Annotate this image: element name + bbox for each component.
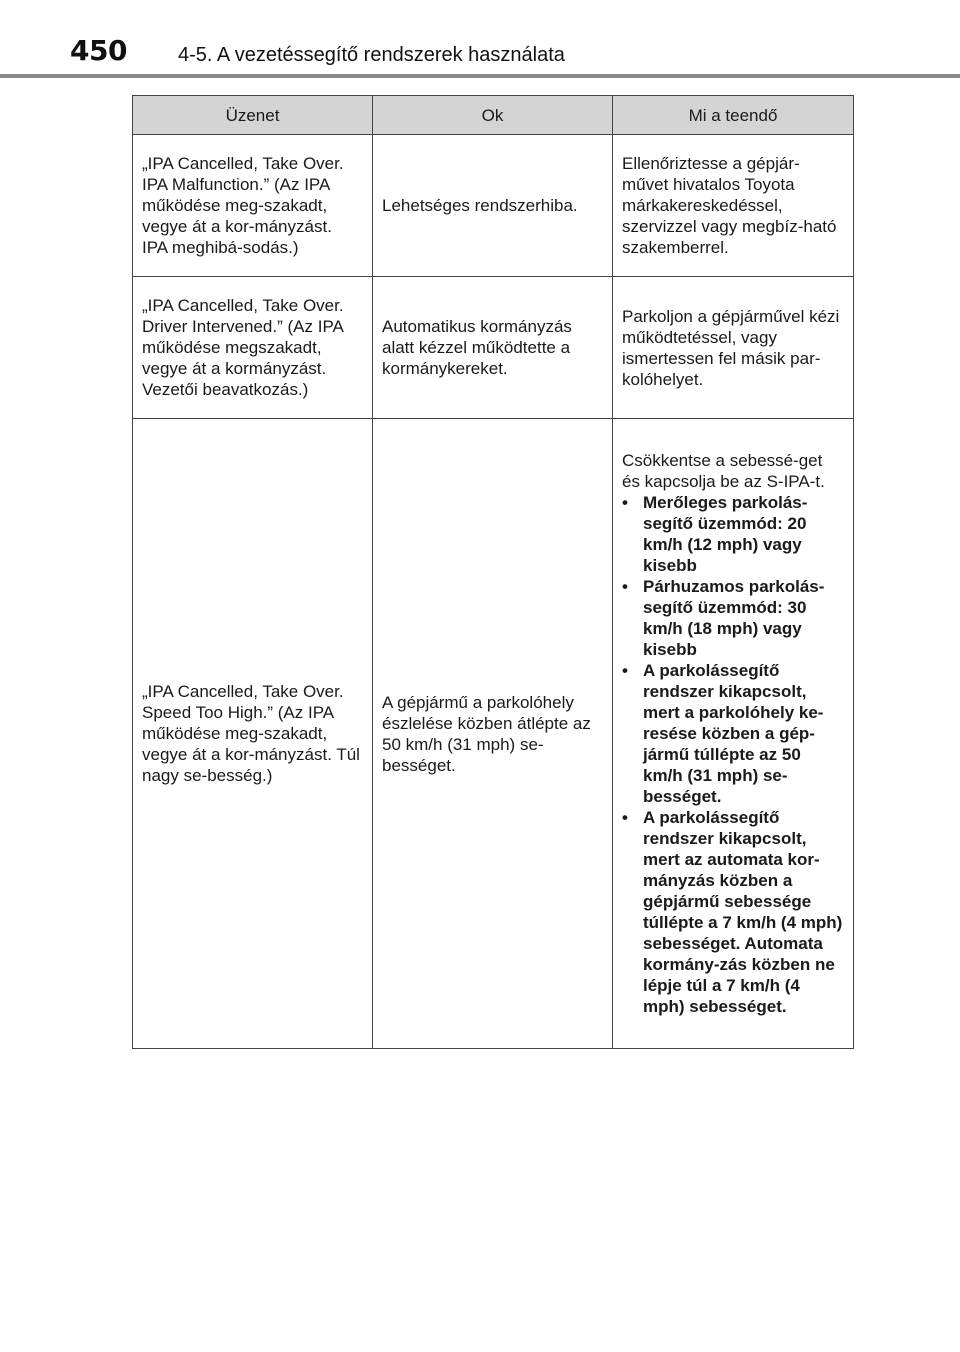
action-bullet (622, 660, 843, 807)
table-row (133, 419, 854, 1049)
page-header (0, 0, 960, 78)
action-cell: Parkoljon a gépjárművel kézi működtetéssel, vagy ismertessen fel másik par-kolóhelyet. (613, 277, 854, 419)
bullet-icon: • (622, 577, 628, 596)
column-header-action: Mi a teendő (613, 96, 854, 135)
table-header-row (133, 96, 854, 135)
cause-cell: Automatikus kormányzás alatt kézzel működtette a kormánykereket. (373, 277, 613, 419)
bullet-text: A parkolássegítő rendszer kikapcsolt, mert az automata kor-mányzás közben a gépjármű sebessége túllépte a 7 km/h (4 mph) sebességet. Automata kormány-zás közben ne lépje túl a 7 km/h (4 mph) sebességet. (643, 808, 843, 1016)
cause-cell: Lehetséges rendszerhiba. (373, 135, 613, 277)
action-bullet (622, 576, 843, 660)
action-cell: Ellenőriztesse a gépjár-művet hivatalos Toyota márkakereskedéssel, szervizzel vagy megbíz-ható szakemberrel. (613, 135, 854, 277)
table-row (133, 135, 854, 277)
cause-cell: A gépjármű a parkolóhely észlelése közben átlépte az 50 km/h (31 mph) se-bességet. (373, 419, 613, 1049)
bullet-icon: • (622, 808, 628, 827)
page-number: 450 (70, 34, 127, 67)
bullet-text: Párhuzamos parkolás-segítő üzemmód: 30 km/h (18 mph) vagy kisebb (643, 577, 825, 659)
table-row (133, 277, 854, 419)
action-bullet (622, 492, 843, 576)
column-header-cause: Ok (373, 96, 613, 135)
action-intro: Csökkentse a sebessé-get és kapcsolja be az S-IPA-t. (622, 451, 825, 491)
bullet-text: Merőleges parkolás-segítő üzemmód: 20 km/h (12 mph) vagy kisebb (643, 493, 808, 575)
column-header-message: Üzenet (133, 96, 373, 135)
section-title: 4-5. A vezetéssegítő rendszerek használata (178, 44, 565, 66)
action-cell (613, 419, 854, 1049)
bullet-icon: • (622, 493, 628, 512)
message-cell: „IPA Cancelled, Take Over. Speed Too High.” (Az IPA működése meg-szakadt, vegye át a kor-mányzást. Túl nagy se-besség.) (133, 419, 373, 1049)
bullet-text: A parkolássegítő rendszer kikapcsolt, mert a parkolóhely ke-resése közben a gép-jármű túllépte az 50 km/h (31 mph) se-bességet. (643, 661, 824, 806)
message-table (132, 95, 854, 1049)
bullet-icon: • (622, 661, 628, 680)
action-bullet (622, 807, 843, 1017)
message-cell: „IPA Cancelled, Take Over. Driver Intervened.” (Az IPA működése megszakadt, vegye át a kormányzást. Vezetői beavatkozás.) (133, 277, 373, 419)
message-cell: „IPA Cancelled, Take Over. IPA Malfunction.” (Az IPA működése meg-szakadt, vegye át a kor-mányzást. IPA meghibá-sodás.) (133, 135, 373, 277)
header-divider (0, 74, 960, 78)
